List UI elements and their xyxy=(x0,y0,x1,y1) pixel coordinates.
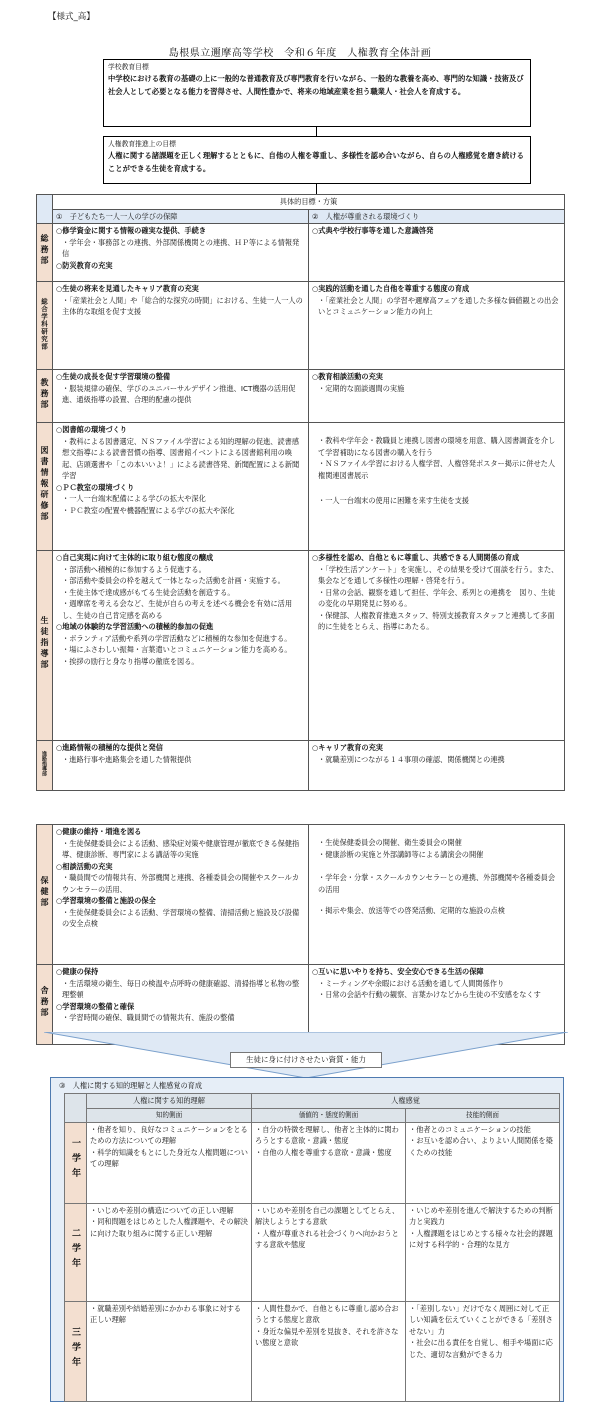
sub-item: ・ボランティア活動や系列の学習活動などに積極的な参加を促進する。 xyxy=(62,633,292,643)
sub-item: ・就職差別につながる１４事項の確認、関係機関との連携 xyxy=(318,754,505,764)
sub-item: ・生徒保健委員会の開催、衛生委員会の開催 xyxy=(318,838,462,847)
grade-name: 二学年 xyxy=(70,1227,80,1273)
sub-item: ・部活動や委員会の枠を越えて一体となった活動を計画・実施する。 xyxy=(62,576,285,585)
sub-item: ・「産業社会と人間」や「総合的な探究の時間」における、生徒一人一人の主体的な取組を促す支援 xyxy=(62,295,303,316)
subhead-value: 価値的・態度的側面 xyxy=(252,1108,406,1122)
sub-item: ・「産業社会と人間」の学習や邇摩高フェアを通した多様な価値観との出会いとコミュニケーション能力の向上 xyxy=(318,295,559,316)
sub-item: ・ＮＳファイル学習における人権学習、人権啓発ポスター掲示に併せた人権関連図書展示 xyxy=(318,459,556,480)
school-goal-caption: 学校教育目標 xyxy=(108,63,149,71)
grade-row xyxy=(65,1203,560,1301)
dept-row xyxy=(37,224,565,282)
sub-item: ・教科や学年会・教職員と連携し図書の環境を用意、購入図書調査を介して学習補助になる図書の購入を行う xyxy=(318,436,556,457)
sub-item: ・生徒保健委員会による活動、学習環境の整備、清掃活動と施設及び設備の安全点検 xyxy=(62,907,300,928)
sub-item: ・一人一台端末配備による学びの拡大や深化 xyxy=(62,494,206,503)
grade-row xyxy=(65,1122,560,1203)
grade-knowledge: ・いじめや差別の構造についての正しい理解 ・同和問題をはじめとした人権課題や、その解決に向けた取り組みに関する正しい理解 xyxy=(87,1203,252,1301)
dept-name: 図書情報研修部 xyxy=(40,446,49,523)
grade-skill: ・いじめや差別を進んで解決するための判断力と実践力 ・人権課題をはじめとする様々な社会的課題に対する科学的・合理的な見方 xyxy=(406,1203,560,1301)
sub-item: ・学習時間の確保、職員間での情報共有、施設の整備 xyxy=(62,1013,235,1022)
dept-row xyxy=(37,282,565,370)
health-dorm-table xyxy=(36,824,565,1045)
sub-item: ・掲示や集会、放送等での啓発活動、定期的な施設の点検 xyxy=(318,906,505,915)
school-goal-box xyxy=(103,59,531,127)
dept-name: 生徒指導部 xyxy=(40,616,49,671)
section3-table xyxy=(64,1093,560,1402)
item: ○生徒の将来を見通したキャリア教育の充実 xyxy=(56,284,199,293)
item: ○学習環境の整備と確保 xyxy=(56,1001,135,1011)
sub-item: ・定期的な面談週間の実施 xyxy=(318,383,405,393)
item: ○教育相談活動の充実 xyxy=(312,372,383,381)
sub-item: ・場にふさわしい振舞・言葉遣いとコミュニケーション能力を高める。 xyxy=(62,645,292,654)
column-header-1: ① 子どもたち一人一人の学びの保障 xyxy=(53,209,309,224)
sub-item: ・ミーティングや余暇における活動を通して人間関係作り xyxy=(318,978,505,988)
sub-item: ・服装規律の確保、学びのユニバーサルデザイン推進、ICT機器の活用促進、通級指導の設置、合理的配慮の提供 xyxy=(62,383,296,404)
item: ○防災教育の充実 xyxy=(56,260,113,270)
form-label: 【様式_高】 xyxy=(48,12,95,22)
grade-value: ・人間性豊かで、自他ともに尊重し認め合おうとする態度と意欲 ・身近な偏見や差別を見抜き、それを許さない態度と意欲 xyxy=(252,1301,406,1401)
sub-item: ・生徒保健委員会による活動、感染症対策や健康管理が徹底できる保健指導、健康診断、専門家による講話等の実施 xyxy=(62,838,300,859)
item: ○地域の体験的な学習活動への積極的参加の促進 xyxy=(56,622,214,631)
item: ○相談活動の充実 xyxy=(56,861,113,871)
grade-skill: ・「差別しない」だけでなく周囲に対して正しい知識を伝えていくことができる「差別させない」力 ・社会に出る責任を自覚し、相手や場面に応じた、適切な言動ができる力 xyxy=(406,1301,560,1401)
item: ○図書館の環境づくり xyxy=(56,425,127,434)
sub-item: ・部活動へ積極的に参加するよう促進する。 xyxy=(62,564,206,574)
head-intellectual: 人権に関する知的理解 xyxy=(87,1094,252,1109)
item: ○修学資金に関する情報の確実な提供、手続き xyxy=(56,226,207,235)
item: ○多様性を認め、自他ともに尊重し、共感できる人間関係の育成 xyxy=(312,553,520,562)
item: ○キャリア教育の充実 xyxy=(312,743,383,752)
head-sensibility: 人権感覚 xyxy=(252,1094,560,1109)
sub-item: ・「学校生活アンケート」を実施し、その結果を受けて面談を行う。また、集会などを通して多様性の理解・啓発を行う。 xyxy=(318,564,559,585)
page-title: 島根県立邇摩高等学校 令和６年度 人権教育全体計画 xyxy=(168,48,432,59)
grade-value: ・自分の特徴を理解し、他者と主体的に関わろうとする意欲・意識・態度 ・自他の人権を尊重する意欲・意識・態度 xyxy=(252,1122,406,1203)
sub-item: ・ＰＣ教室の配置や機器配置による学びの拡大や深化 xyxy=(62,505,235,515)
grade-value: ・いじめや差別を自己の課題としてとらえ、解決しようとする意欲 ・人権が尊重される社会づくりへ向かおうとする意欲や態度 xyxy=(252,1203,406,1301)
column-header-2: ② 人権が尊重される環境づくり xyxy=(309,209,565,224)
sub-item: ・職員間での情報共有、外部機関と連携、各種委員会の開催やスクールカウンセラーの活用、 xyxy=(62,873,300,894)
sub-item: ・週摩席を考える会など、生徒が自らの考えを述べる機会を有効に活用し、生徒の自己肯定感を高める xyxy=(62,599,293,620)
school-goal-text: 中学校における教育の基礎の上に一般的な普通教育及び専門教育を行いながら、一般的な教養を高め、専門的な知識・技術及び社会人として必要となる能力を習得させ、人間性豊かで、将来の地域産業を担う職業人・社会人を育成する。 xyxy=(108,74,524,97)
item: ○実践的活動を通した自他を尊重する態度の育成 xyxy=(312,284,470,293)
sub-item: ・生活環境の衛生、毎日の検温や点呼時の健康確認、清掃指導と私物の整理整頓 xyxy=(62,978,300,999)
item: ○自己実現に向けて主体的に取り組む態度の醸成 xyxy=(56,553,214,562)
dept-row xyxy=(37,825,565,965)
sub-item: ・健康診断の実施と外部講師等による講演会の開催 xyxy=(318,849,484,859)
connector-line xyxy=(316,127,317,136)
dept-name: 保健部 xyxy=(40,876,49,909)
dept-row xyxy=(37,741,565,791)
item: ○生徒の成長を促す学習環境の整備 xyxy=(56,372,171,381)
human-rights-goal-text: 人権に関する諸課題を正しく理解するとともに、自他の人権を尊重し、多様性を認め合いながら、自らの人権感覚を磨き続けることができる生徒を育成する。 xyxy=(108,151,524,174)
sub-item: ・学年会・事務部との連携、外部関係機関との連携、ＨＰ等による情報発信 xyxy=(62,237,300,258)
grade-skill: ・他者とのコミュニケーションの技能 ・お互いを認め合い、よりよい人間関係を築くための技能 xyxy=(406,1122,560,1203)
item: ○健康の保持 xyxy=(56,967,99,976)
dept-row xyxy=(37,423,565,551)
departments-table xyxy=(36,194,565,791)
dept-row xyxy=(37,551,565,741)
item: ○学習環境の整備と施設の保全 xyxy=(56,896,156,905)
table-title: 具体的目標・方策 xyxy=(53,195,565,210)
corner-cell xyxy=(65,1094,87,1123)
corner-cell xyxy=(37,195,53,224)
item: ○式典や学校行事等を通した意識啓発 xyxy=(312,226,434,235)
dept-name: 進路指導部 xyxy=(41,751,47,776)
sub-item: ・挨拶の励行と身なり指導の徹底を図る。 xyxy=(62,656,199,666)
item: ○進路情報の積極的な提供と発信 xyxy=(56,743,163,752)
sub-item: ・日常の会話、観察を通して担任、学年会、系列との連携を 図り、生徒の変化の早期発見に努める。 xyxy=(318,587,556,608)
item: ○健康の維持・増進を図る xyxy=(56,827,142,836)
grade-knowledge: ・他者を知り、良好なコミュニケーションをとるための方法についての理解 ・科学的知識をもとにした身近な人権問題についての理解 xyxy=(87,1122,252,1203)
human-rights-goal-box xyxy=(103,136,531,184)
human-rights-goal-caption: 人権教育推進上の目標 xyxy=(108,140,176,148)
grade-name: 一学年 xyxy=(70,1138,80,1183)
dept-name: 教務部 xyxy=(40,377,49,411)
item: ○互いに思いやりを持ち、安全安心できる生活の保障 xyxy=(312,967,484,976)
subhead-skill: 技能的側面 xyxy=(406,1108,560,1122)
dept-row xyxy=(37,370,565,423)
sub-item: ・生徒主体で達成感がもてる生徒会活動を創造する。 xyxy=(62,587,235,597)
item: ○ＰＣ教室の環境づくり xyxy=(56,482,135,492)
sub-item: ・教科による図書選定、ＮＳファイル学習による知的理解の促進、読書感想文指導による読書習慣の指導、図書館イベントによる図書館利用の喚起、店頭選書や「この本いいよ！」による読書啓発、新聞配置による新聞学習 xyxy=(62,436,300,480)
sub-item: ・保健部、人権教育推進スタッフ、特別支援教育スタッフと連携して多面的に生徒をとらえ、指導にあたる。 xyxy=(318,610,555,631)
sub-item: ・学年会・分掌・スクールカウンセラーとの連携、外部機関や各種委員会の活用 xyxy=(318,873,556,894)
dept-name: 総合学科研究部 xyxy=(40,298,48,351)
grade-knowledge: ・就職差別や結婚差別にかかわる事象に対する正しい理解 xyxy=(87,1301,252,1401)
subhead-knowledge: 知的側面 xyxy=(87,1108,252,1122)
arrow-label: 生徒に身に付けさせたい資質・能力 xyxy=(230,1052,382,1068)
grade-name: 三学年 xyxy=(70,1326,80,1372)
dept-name: 総務部 xyxy=(40,234,49,267)
connector-line xyxy=(316,184,317,194)
section3-title: ③ 人権に関する知的理解と人権感覚の育成 xyxy=(59,1081,203,1090)
sub-item: ・日常の会話や行動の観察、言葉かけなどから生徒の不安感をなくす xyxy=(318,990,541,999)
dept-name: 舎務部 xyxy=(40,986,49,1019)
sub-item: ・進路行事や進路集会を通した情報提供 xyxy=(62,754,192,764)
grade-row xyxy=(65,1301,560,1401)
sub-item: ・一人一台端末の使用に困難を来す生徒を支援 xyxy=(318,496,469,505)
